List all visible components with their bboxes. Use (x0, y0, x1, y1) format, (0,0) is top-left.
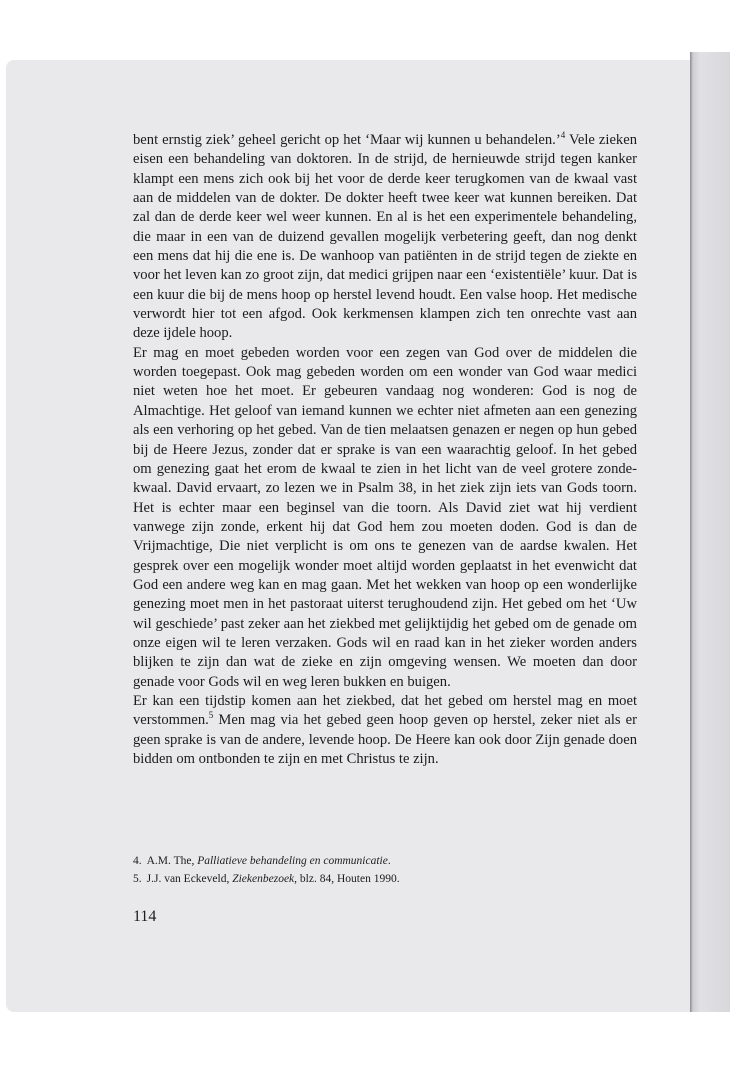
footnotes (133, 853, 637, 888)
paragraph (133, 344, 637, 692)
footnote-author: J.J. van Eckeveld, (146, 872, 233, 885)
footnote (133, 871, 637, 889)
paragraph-text: Vele zieken eisen een behandeling van doktoren. In de strijd, de hernieuwde strijd tegen kanker klampt een mens zich ook bij het voor de derde keer terugkomen van de kwaal vast aan de middelen van de dokter. De dokter heeft twee keer wat kunnen bereiken. Dat zal dan de derde keer wel weer kunnen. En al is het een experimentele behandeling, die maar in een van de duizend gevallen mogelijk verbetering geeft, dan nog denkt een mens dat hij die ene is. De wanhoop van patiënten in de strijd tegen de ziekte en voor het leven kan zo groot zijn, dat medici grijpen naar een ‘existentiële’ kuur. Dat is een kuur die bij de mens hoop op herstel levend houdt. Een valse hoop. Het medische verwordt hier tot een afgod. Ook kerkmensen klampen zich ten onrechte vast aan deze ijdele hoop. (133, 132, 637, 342)
paragraph-text: Er mag en moet gebeden worden voor een zegen van God over de middelen die worden toegepast. Ook mag gebeden worden om een wonder van God waar medici niet weten hoe het moet. Er gebeuren vandaag nog wonderen: God is nog de Almachtige. Het geloof van iemand kunnen we echter niet afmeten aan een genezing als een verhoring op het gebed. Van de tien melaatsen genazen er negen op hun gebed bij de Heere Jezus, zonder dat er sprake is van een waarachtig geloof. In het gebed om genezing gaat het erom de kwaal te zien in het licht van de veel grotere zonde-kwaal. David ervaart, zo lezen we in Psalm 38, in het ziek zijn iets van Gods toorn. Het is echter maar een beginsel van die toorn. Als David ziet wat hij verdient vanwege zijn zonde, erkent hij dat God hem zou moeten doden. God is dan de Vrijmachtige, Die niet verplicht is om ons te genezen van de aardse kwalen. Het gesprek over een mogelijk wonder moet altijd worden geplaatst in het evenwicht dat God een andere weg kan en mag gaan. Met het wekken van hoop op een wonderlijke genezing moet men in het pastoraat uiterst terughoudend zijn. Het gebed om het ‘Uw wil geschiede’ past zeker aan het ziekbed met gelijktijdig het gebed om de genade om onze eigen wil te leren verzaken. Gods wil en raad kan in het zieker worden anders blijken te zijn dan wat de zieke en zijn omgeving wensen. We moeten dan door genade voor Gods wil en weg leren bukken en buigen. (133, 344, 637, 690)
paragraph-text: bent ernstig ziek’ geheel gericht op het ‘Maar wij kunnen u behandelen.’ (133, 132, 561, 148)
page-edge (690, 52, 730, 1012)
paragraph-text: Er kan een tijdstip komen aan het ziekbed, dat het gebed om herstel mag en moet verstommen. (133, 692, 637, 729)
footnote-ref: 5 (208, 710, 214, 721)
footnote-title: Palliatieve behandeling en communicatie (197, 855, 388, 867)
paragraph (133, 131, 637, 344)
footnote-suffix: , blz. 84, Houten 1990. (294, 872, 400, 885)
paragraph (133, 692, 637, 769)
footnote-number: 5. (133, 872, 142, 885)
footnote-suffix: . (387, 855, 391, 867)
footnote-ref: 4 (560, 130, 566, 141)
paragraph-text: Men mag via het gebed geen hoop geven op herstel, zeker niet als er geen sprake is van de andere, levende hoop. De Heere kan ook door Zijn genade doen bidden om ontbonden te zijn en met Christus te zijn. (133, 712, 637, 767)
footnote (133, 853, 637, 871)
footnote-author: A.M. The, (146, 855, 198, 867)
page-number: 114 (133, 908, 157, 925)
footnote-number: 4. (133, 855, 142, 867)
footnote-title: Ziekenbezoek (232, 872, 295, 885)
body-text (133, 131, 637, 769)
